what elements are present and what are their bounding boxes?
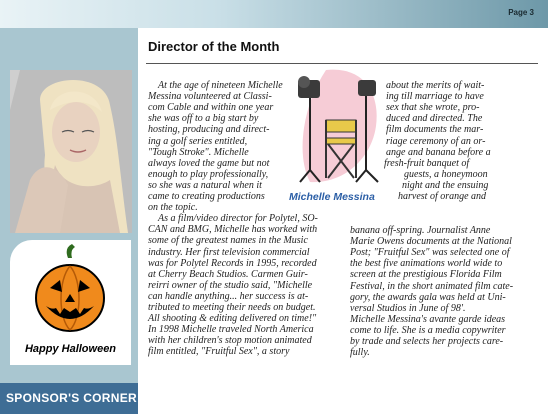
article-line: banana off-spring. Journalist Anne [350,225,491,236]
article-line: screen at the prestigious Florida Film [350,269,502,281]
article-line: tributed to meeting their needs on budget. [148,302,316,313]
article-line: ing till marriage to have [386,91,484,103]
halloween-label: Happy Halloween [24,343,117,355]
article-line: versal Studios in June of 98'. [350,302,466,314]
article-line: can handle anything... her success is at- [148,290,309,302]
portrait-photo [10,70,132,233]
article-line: All shooting & editing delivered on time!" [148,313,317,325]
article-line: reirri owner of the studio said, "Michelle [148,279,313,291]
article-line: fresh-fruit banquet of [384,157,470,169]
portrait-image [10,70,132,233]
article-line: ing a golf series entitled, [148,135,248,147]
article-line: fully. [350,347,370,359]
article-line: night and the ensuing [402,179,489,191]
article-line: come to life. She is a media copywriter [350,324,506,336]
article-line: Michelle Messina's avante garde ideas [350,313,506,325]
article-line: riage ceremony of an or- [386,135,486,147]
article-line: hosting, producing and direct- [148,124,270,136]
photo-caption: Michelle Messina [289,191,375,203]
article-line: CAN and BMG, Michelle has worked with [148,224,318,236]
article-title: Director of the Month [148,39,280,54]
article-line: At the age of nineteen Michelle [158,80,283,91]
article-line: guests, a honeymoon [404,168,488,180]
article-line: so she was a natural when it [148,179,262,191]
sponsor-corner-banner[interactable]: SPONSOR'S CORNER [0,383,145,414]
article-line: duced and directed. The [386,113,483,125]
article-line: was for Polytel Records in 1995, recorded [148,257,317,269]
article-line: sex that she wrote, pro- [386,102,480,114]
article-line: ange and banana before a [386,146,491,158]
article-line: film entitled, "Fruitful Sex", a story [148,346,290,358]
article-line: Messina volunteered at Classi- [148,91,272,103]
director-chair-icon [296,66,382,186]
halloween-box [10,240,131,365]
header-bar [0,0,548,28]
article-line: In 1998 Michelle traveled North America [148,324,314,336]
article-line: Post; "Fruitful Sex" was selected one of [350,247,510,259]
article-line: came to creating productions [148,191,265,202]
title-divider [146,63,538,64]
article-line: about the merits of wait- [386,80,485,91]
article-line: gory, the awards gala was held at Uni- [350,291,506,303]
page-number: Page 3 [508,8,534,17]
article-line: industry. Her first television commercial [148,246,310,258]
article-line: with her children's stop motion animated [148,335,312,347]
article-line: harvest of orange and [398,191,487,202]
article-line: by trade and selects her projects care- [350,336,504,347]
article-line: the best five animations world wide to [350,258,503,270]
article-line: Festival, in the short animated film cate- [350,280,514,292]
article-line: some of the greatest names in the Music [148,235,308,247]
article-line: always loved the game but not [148,157,270,169]
article-line: As a film/video director for Polytel, SO- [158,213,318,225]
article-line: enough to play professionally, [148,168,269,180]
article-line: on the topic. [148,202,198,214]
article-line: film documents the mar- [386,124,484,136]
article-line: Marie Owens documents at the National [350,236,512,248]
article-line: at Cherry Beach Studios. Carmen Guir- [148,268,308,280]
pumpkin-icon [10,240,131,340]
article-line: "Tough Stroke". Michelle [148,146,249,158]
article-line: she was off to a big start by [148,113,259,125]
article-line: com Cable and within one year [148,102,274,114]
